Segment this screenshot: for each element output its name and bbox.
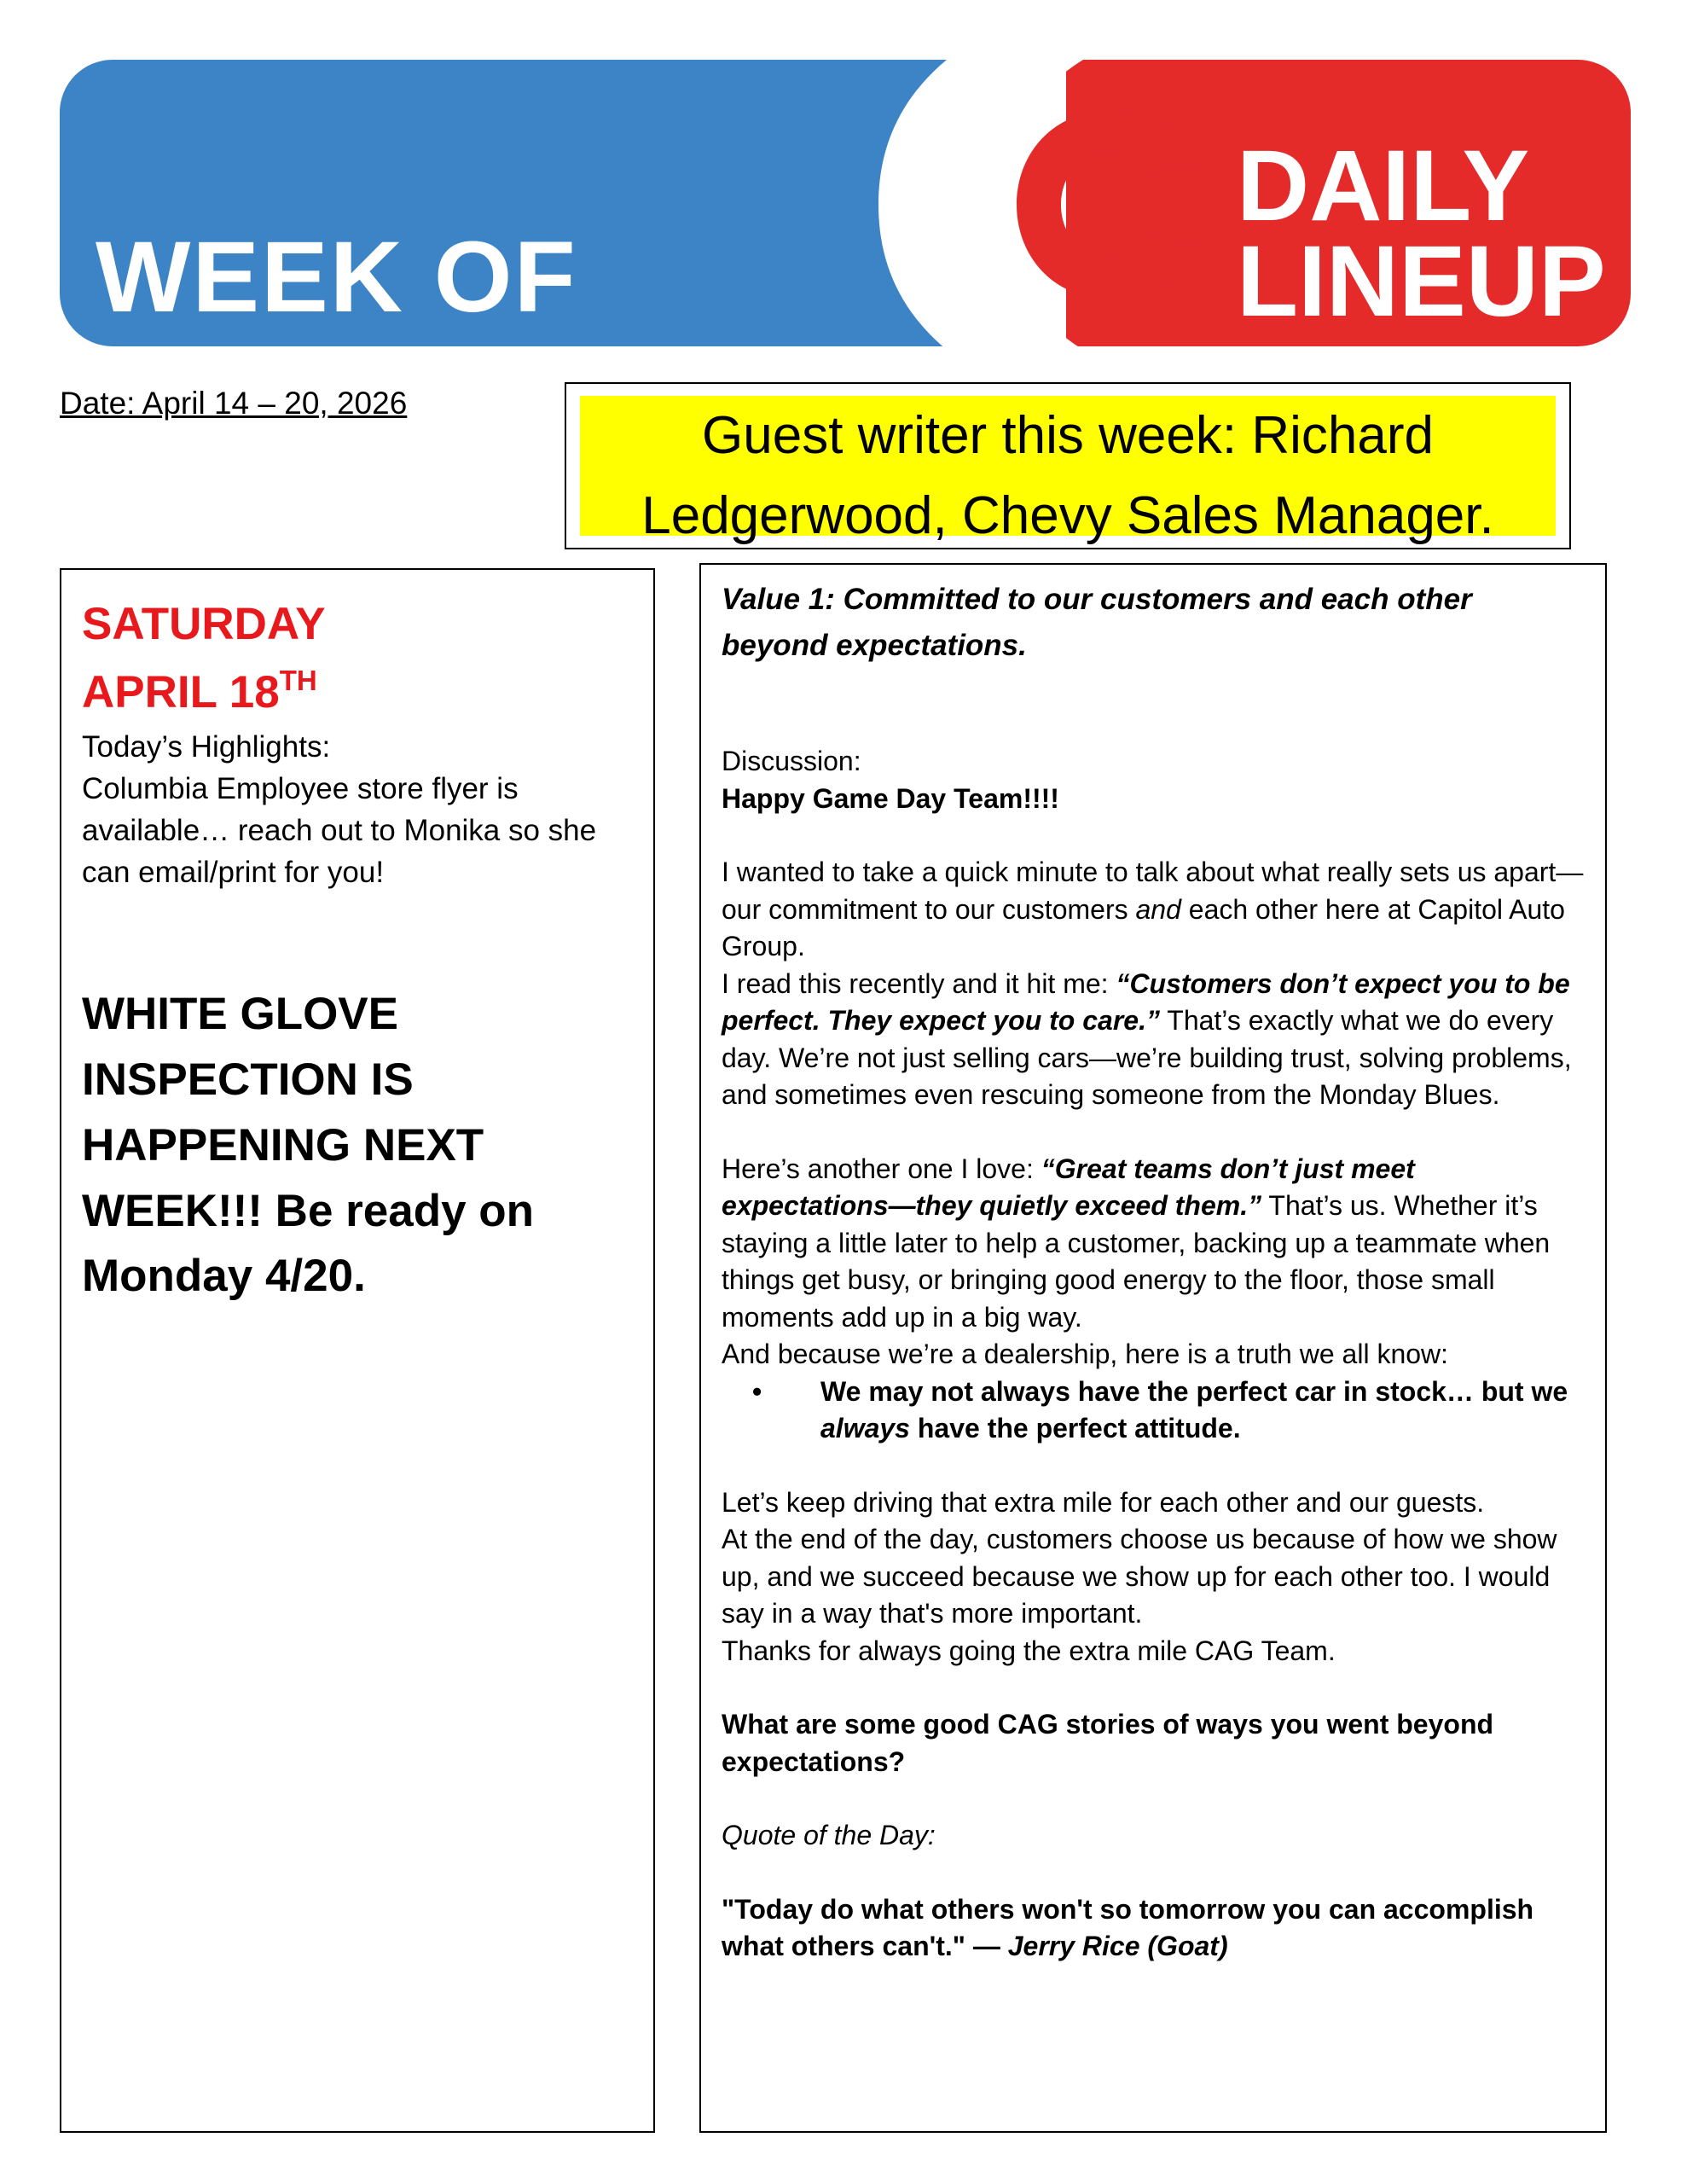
highlights-label: Today’s Highlights: — [82, 730, 331, 764]
date-range: Date: April 14 – 20, 2026 — [60, 386, 408, 421]
paragraph-teams-quote: Here’s another one I love: “Great teams don’t just meet expectations—they quietly exceed them.” That’s us. Whether it’s staying a little later to help a customer, backing up a teammate when things get busy, or bringing good energy to the floor, those small moments add up in a big way. — [722, 1153, 1551, 1333]
discussion-panel — [699, 563, 1607, 2133]
paragraph-thanks: Thanks for always going the extra mile CAG Team. — [722, 1635, 1336, 1666]
date-heading — [82, 659, 633, 727]
daily-word: DAILY — [1237, 130, 1530, 242]
header-banner — [60, 60, 1631, 346]
greeting: Happy Game Day Team!!!! — [722, 782, 1059, 814]
quote-author: Jerry Rice (Goat) — [1007, 1931, 1228, 1961]
weekday: SATURDAY — [82, 599, 326, 649]
paragraph-commitment: I wanted to take a quick minute to talk about what really sets us apart—our commitment to our customers and each other here at Capitol Auto Group. — [722, 857, 1584, 961]
date-main: APRIL 18 — [82, 666, 280, 717]
quote-of-the-day: "Today do what others won't so tomorrow you can accomplish what others can't." — Jerry Rice (Goat) — [722, 1893, 1534, 1961]
paragraph-extra-mile: Let’s keep driving that extra mile for each other and our guests. — [722, 1486, 1485, 1518]
bullet-text: We may not always have the perfect car in stock… but we always have the perfect attitude. — [820, 1375, 1568, 1443]
discussion-label: Discussion: — [722, 746, 861, 776]
inspection-announcement: WHITE GLOVE INSPECTION IS HAPPENING NEXT WEEK!!! Be ready on Monday 4/20. — [82, 989, 535, 1302]
care-quote: “Customers don’t expect you to be perfect. They expect you to care.” — [722, 967, 1570, 1036]
guest-writer-line-1: Guest writer this week: Richard — [702, 406, 1434, 465]
date-ordinal: TH — [279, 664, 317, 696]
guest-writer-highlight — [580, 396, 1556, 546]
value-title: Value 1: Committed to our customers and each other beyond expectations. — [722, 583, 1472, 662]
guest-writer-line-2: Ledgerwood, Chevy Sales Manager. — [641, 486, 1494, 546]
attitude-bullet — [752, 1374, 1585, 1448]
week-of-title: WEEK OF — [96, 221, 577, 334]
daily-lineup-title — [1237, 130, 1606, 339]
quote-label: Quote of the Day: — [722, 1820, 936, 1850]
lineup-word: LINEUP — [1237, 225, 1606, 339]
paragraph-end-of-day: At the end of the day, customers choose us because of how we show up, and we succeed because we show up for each other too. I would say in a way that's more important. — [722, 1524, 1557, 1629]
capitol-c-logo — [827, 26, 1271, 384]
banner-blue-panel — [60, 60, 947, 346]
paragraph-care-quote: I read this recently and it hit me: “Customers don’t expect you to be perfect. They expect you to care.” That’s exactly what we do every day. We’re not just selling cars—we’re building trust, solving problems, and sometimes even rescuing someone from the Monday Blues. — [722, 967, 1572, 1110]
paragraph-dealership: And because we’re a dealership, here is a truth we all know: — [722, 1339, 1449, 1369]
bullet-icon: • — [752, 1375, 762, 1407]
daily-highlights-panel — [60, 568, 655, 2133]
guest-writer-box — [565, 382, 1571, 549]
discussion-question: What are some good CAG stories of ways you went beyond expectations? — [722, 1709, 1494, 1777]
teams-quote: “Great teams don’t just meet expectations—they quietly exceed them.” — [722, 1153, 1415, 1221]
day-heading — [82, 590, 633, 726]
highlights-text: Columbia Employee store flyer is available… reach out to Monika so she can email/print for you! — [82, 772, 597, 889]
